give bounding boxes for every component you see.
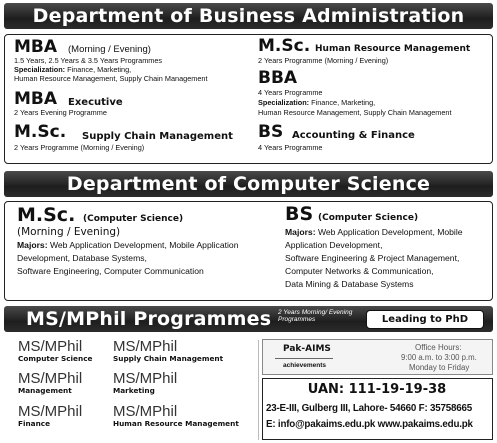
mphil-management-title: MS/MPhil (18, 370, 83, 387)
mphil-cs-sub: Computer Science (18, 354, 93, 363)
uan-number: UAN: 111-19-19-38 (307, 382, 447, 397)
cs-msc-majors-3: Software Engineering, Computer Communication (17, 266, 204, 276)
msc-hrm-title: M.Sc. (258, 36, 311, 56)
cs-department-header (4, 171, 493, 197)
contact-box (262, 378, 493, 440)
logo-rule (275, 358, 333, 359)
mphil-hrm (113, 405, 239, 428)
mba-executive-sub: Executive (68, 97, 123, 108)
cs-bs-majors: Majors: Web Application Development, Mobile (285, 227, 463, 237)
cs-msc-sub: (Computer Science) (83, 214, 184, 224)
address: 23-E-III, Gulberg III, Lahore- 54660 F: 35758665 (266, 403, 473, 414)
mba-mode: (Morning / Evening) (68, 44, 151, 55)
office-hours-title: Office Hours: (415, 343, 462, 352)
mba-years: 1.5 Years, 2.5 Years & 3.5 Years Programmes (14, 56, 163, 65)
mba-executive-title: MBA (14, 89, 58, 109)
mphil-hrm-sub: Human Resource Management (113, 419, 239, 428)
msmphil-title: MS/MPhil Programmes (26, 308, 272, 330)
bba-title: BBA (258, 68, 298, 88)
mba-specialization: Specialization: Finance, Marketing, (14, 65, 132, 74)
bba-desc: 4 Years Programme (258, 88, 323, 97)
msc-scm-title: M.Sc. (14, 122, 67, 142)
business-department-title: Department of Business Administration (32, 5, 465, 27)
mba-title: MBA (14, 37, 58, 57)
mphil-finance-title: MS/MPhil (18, 403, 83, 420)
logo-sub: achievements (283, 362, 326, 369)
msc-hrm-desc: 2 Years Programme (Morning / Evening) (258, 56, 389, 65)
divider (258, 340, 259, 440)
cs-msc-mode: (Morning / Evening) (17, 226, 121, 238)
msc-hrm-sub: Human Resource Management (315, 44, 471, 54)
mba-specialization-2: Human Resource Management, Supply Chain Management (14, 74, 208, 83)
office-hours-box (262, 339, 493, 375)
bs-af-desc: 4 Years Programme (258, 143, 323, 152)
mphil-marketing (113, 372, 177, 395)
mphil-management (18, 372, 82, 395)
office-hours-days: Monday to Friday (409, 363, 470, 372)
bs-af-sub: Accounting & Finance (292, 130, 415, 141)
logo-name: Pak-AIMS (283, 344, 331, 354)
mphil-scm-sub: Supply Chain Management (113, 354, 224, 363)
mba-executive-desc: 2 Years Evening Programme (14, 108, 107, 117)
mphil-hrm-title: MS/MPhil (113, 403, 178, 420)
mphil-finance (18, 405, 82, 428)
office-hours-time: 9:00 a.m. to 3:00 p.m. (401, 353, 477, 362)
mphil-scm-title: MS/MPhil (113, 338, 178, 355)
email-website: E: info@pakaims.edu.pk www.pakaims.edu.pk (266, 419, 473, 430)
msmphil-note: 2 Years Morning/ Evening Programmes (278, 309, 353, 323)
mphil-marketing-sub: Marketing (113, 386, 155, 395)
cs-bs-title: BS (285, 203, 314, 225)
cs-bs-majors-5: Data Mining & Database Systems (285, 279, 414, 289)
mphil-cs (18, 340, 92, 363)
cs-bs-majors-3: Software Engineering & Project Management, (285, 253, 460, 263)
business-department-header (4, 3, 493, 29)
cs-msc-title: M.Sc. (17, 204, 76, 226)
cs-department-title: Department of Computer Science (66, 173, 431, 195)
mphil-scm (113, 340, 223, 363)
bs-af-title: BS (258, 122, 284, 142)
mphil-management-sub: Management (18, 386, 72, 395)
cs-bs-sub: (Computer Science) (318, 213, 419, 223)
bba-specialization: Specialization: Finance, Marketing, (258, 98, 376, 107)
cs-msc-majors: Majors: Web Application Development, Mobile Application (17, 240, 239, 250)
cs-bs-majors-4: Computer Networks & Communication, (285, 266, 434, 276)
cs-msc-majors-2: Development, Database Systems, (17, 253, 147, 263)
phd-badge: Leading to PhD (366, 310, 484, 329)
msc-scm-desc: 2 Years Programme (Morning / Evening) (14, 143, 145, 152)
mphil-cs-title: MS/MPhil (18, 338, 83, 355)
mphil-marketing-title: MS/MPhil (113, 370, 178, 387)
msc-scm-sub: Supply Chain Management (82, 131, 233, 142)
mphil-finance-sub: Finance (18, 419, 51, 428)
bba-specialization-2: Human Resource Management, Supply Chain Management (258, 108, 452, 117)
cs-bs-majors-2: Application Development, (285, 240, 383, 250)
